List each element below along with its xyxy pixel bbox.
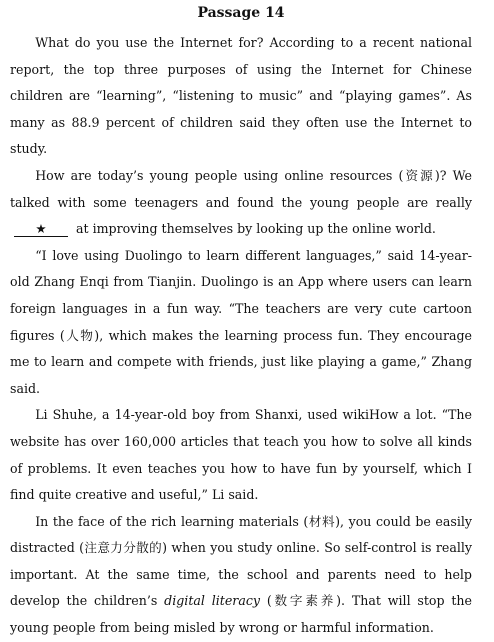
paragraph-5-text-after: (数字素养). That will stop the young people from being misled by wrong or harmful information. [10,593,472,636]
paragraph-2 [10,163,472,243]
digital-literacy-term: digital literacy [164,593,260,609]
paragraph-3: “I love using Duolingo to learn different languages,” said 14-year-old Zhang Enqi from Tianjin. Duolingo is an App where users can learn foreign languages in a fun way. “The teachers are very cute cartoon figures (人物), which makes the learning process fun. They encourage me to learn and compete with friends, just like playing a game,” Zhang said. [10,247,472,396]
paragraph-4: Li Shuhe, a 14-year-old boy from Shanxi, used wikiHow a lot. “The website has over 160,000 articles that teach you how to solve all kinds of problems. It even teaches you how to have fun by yourself, which I find quite creative and useful,” Li said. [10,407,472,503]
paragraph-2-text-before: How are today’s young people using online resources (资源)? We talked with some teenagers and found the young people are really [10,167,472,210]
paragraph-1: What do you use the Internet for? According to a recent national report, the top three purposes of using the Internet for Chinese children are “learning”, “listening to music” and “playing games”. As many as 88.9 percent of children said they often use the Internet to study. [10,35,472,157]
paragraph-5-text-before: In the face of the rich learning materials (材料), you could be easily distracted (注意力分散的) when you study online. So self-control is really important. At the same time, the school and parents need to help develop the children’s [10,513,472,609]
paragraph-2-text-after: at improving themselves by looking up the online world. [76,221,436,237]
paragraph-5 [10,509,472,642]
answer-blank: ★ [14,222,68,237]
passage-title: Passage 14 [197,5,285,21]
